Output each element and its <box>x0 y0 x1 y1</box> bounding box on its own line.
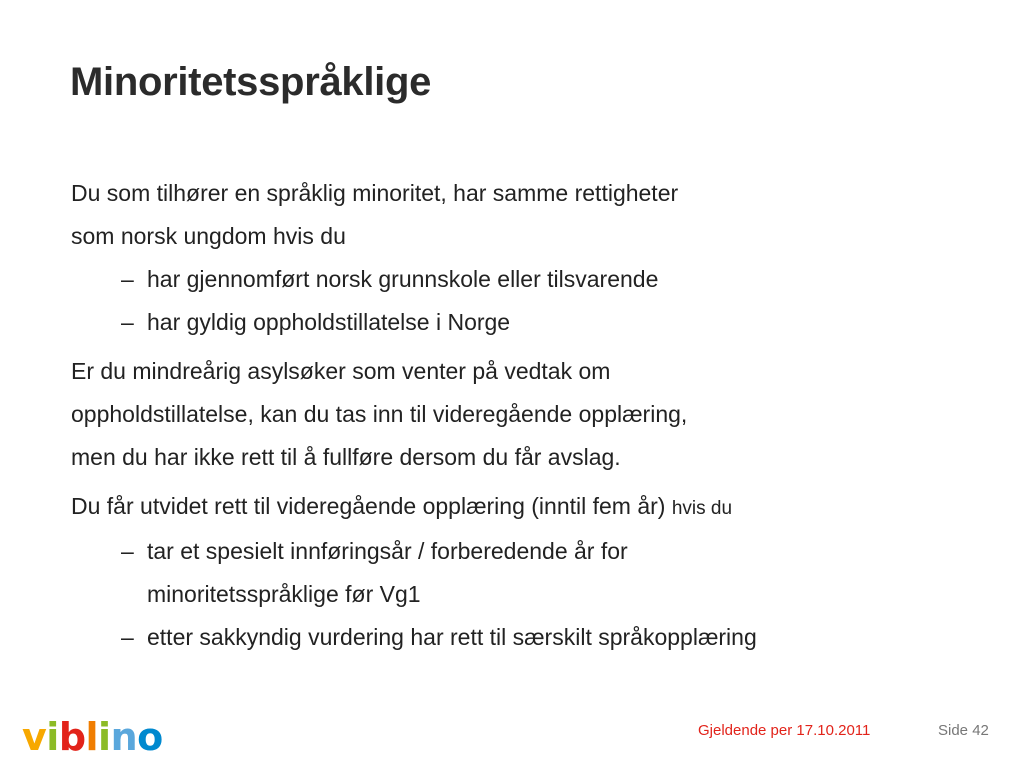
text-line <box>71 485 971 530</box>
bullet-dash: – <box>121 309 134 335</box>
paragraph-extended-rights <box>71 485 971 659</box>
text-line: Er du mindreårig asylsøker som venter på vedtak om <box>71 358 611 384</box>
logo-letter: i <box>98 715 111 759</box>
text-line: som norsk ungdom hvis du <box>71 223 346 249</box>
text-small: hvis du <box>671 498 733 519</box>
logo-letter: b <box>58 715 86 759</box>
page-label: Side <box>938 722 969 739</box>
bullet-item <box>71 258 971 301</box>
footer-date: Gjeldende per 17.10.2011 <box>698 722 871 739</box>
slide-title: Minoritetsspråklige <box>70 60 432 104</box>
logo-letter: i <box>46 715 59 759</box>
text-line: Du som tilhører en språklig minoritet, har samme rettigheter <box>71 180 679 206</box>
bullet-dash: – <box>121 624 134 650</box>
logo-letter: l <box>85 715 99 759</box>
bullet-text <box>147 530 628 616</box>
viblino-logo <box>22 706 163 759</box>
bullet-line: minoritetsspråklige før Vg1 <box>147 581 421 607</box>
bullet-item <box>71 301 971 344</box>
paragraph-rights <box>71 172 971 344</box>
bullet-dash: – <box>121 266 134 292</box>
text-main: Du får utvidet rett til videregående opplæring (inntil fem år) <box>71 493 666 519</box>
slide-body <box>71 172 971 659</box>
bullet-item <box>71 616 971 659</box>
bullet-dash: – <box>121 538 134 564</box>
bullet-line: tar et spesielt innføringsår / forberedende år for <box>147 538 628 564</box>
page-number-value: 42 <box>972 722 989 739</box>
page-number <box>938 722 989 739</box>
logo-letter: o <box>137 715 163 759</box>
paragraph-asylum <box>71 350 971 479</box>
bullet-text: har gjennomført norsk grunnskole eller tilsvarende <box>147 266 659 292</box>
logo-letter: n <box>110 715 138 759</box>
bullet-text: etter sakkyndig vurdering har rett til særskilt språkopplæring <box>147 624 757 650</box>
text-line: men du har ikke rett til å fullføre dersom du får avslag. <box>71 444 621 470</box>
text-line: oppholdstillatelse, kan du tas inn til videregående opplæring, <box>71 401 688 427</box>
logo-letter: v <box>22 715 47 759</box>
bullet-text: har gyldig oppholdstillatelse i Norge <box>147 309 511 335</box>
bullet-item <box>71 530 971 616</box>
